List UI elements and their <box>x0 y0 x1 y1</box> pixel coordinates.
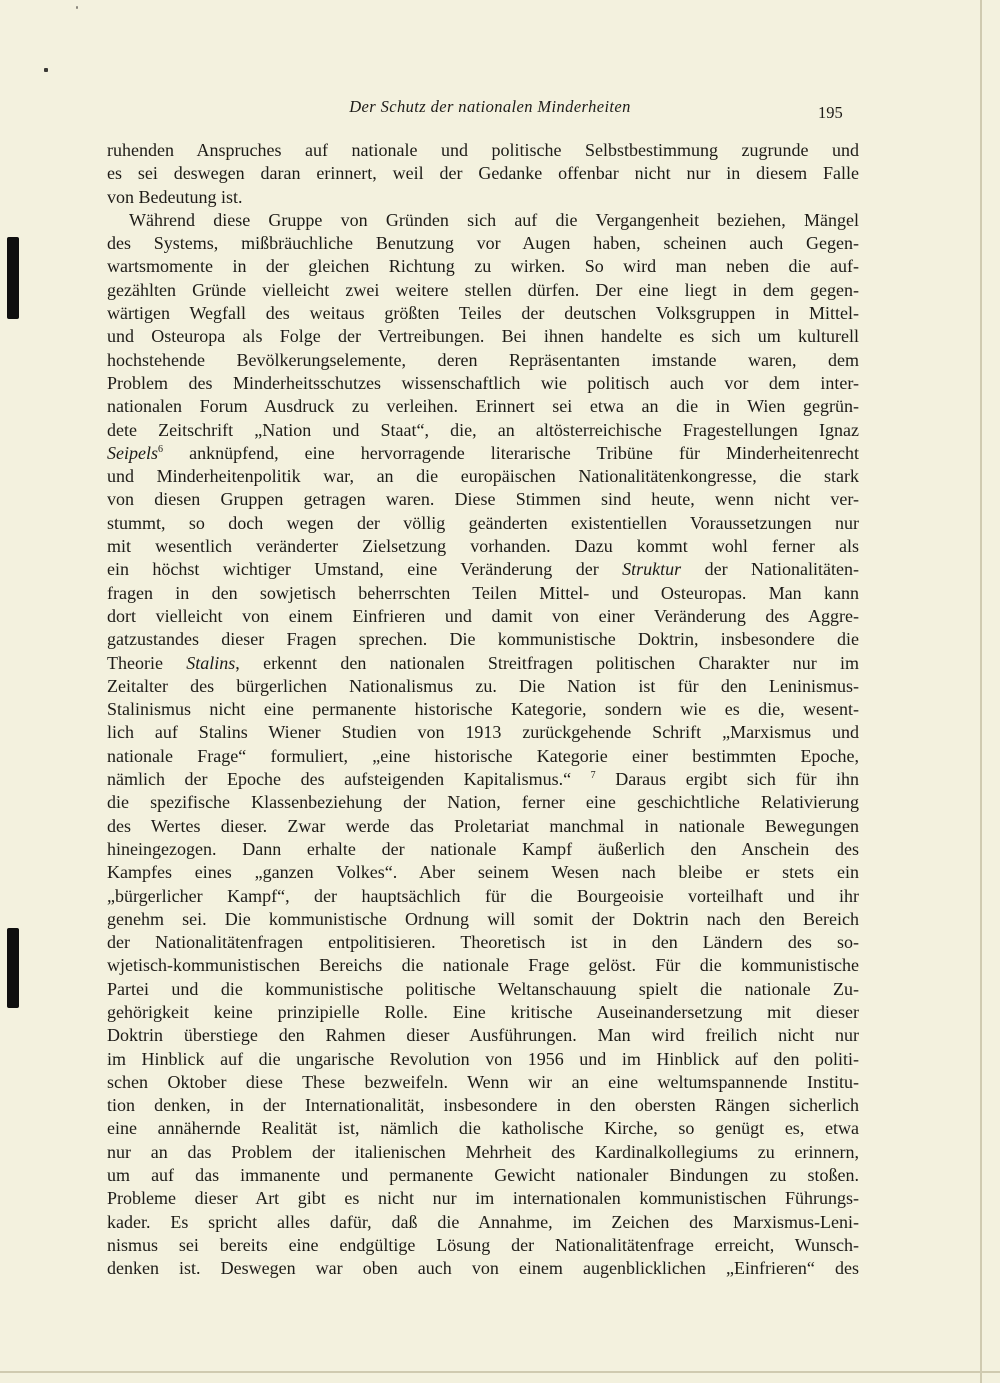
text-line: hineingezogen. Dann erhalte der nationale Kampf äußerlich den Anschein des <box>107 838 859 859</box>
text-line: lich auf Stalins Wiener Studien von 1913 zurückgehende Schrift „Marxismus und <box>107 722 859 743</box>
text-line: des Systems, mißbräuchliche Benutzung vor Augen haben, scheinen auch Gegen- <box>107 233 859 254</box>
text-line: von Bedeutung ist. <box>107 186 243 207</box>
text-line: die spezifische Klassenbeziehung der Nation, ferner eine geschichtliche Relativierung <box>107 792 859 813</box>
text-line: Doktrin überstiege den Rahmen dieser Ausführungen. Man wird freilich nicht nur <box>107 1025 859 1046</box>
text-line: schen Oktober diese These bezweifeln. Wenn wir an eine weltumspannende Institu- <box>107 1071 859 1092</box>
text-line: gatzustandes dieser Fragen sprechen. Die kommunistische Doktrin, insbesondere die <box>107 629 859 650</box>
text-line: dort vielleicht von einem Einfrieren und damit von einer Veränderung des Aggre- <box>107 605 859 626</box>
text-line: genehm sei. Die kommunistische Ordnung will somit der Doktrin nach den Bereich <box>107 908 859 929</box>
text-line: und Osteuropa als Folge der Vertreibungen. Bei ihnen handelte es sich um kulturell <box>107 326 859 347</box>
margin-mark <box>7 928 19 1008</box>
scan-speck <box>76 6 78 9</box>
text-line: des Wertes dieser. Zwar werde das Proletariat manchmal in nationale Bewegungen <box>107 815 859 836</box>
text-line: fragen in den sowjetisch beherrschten Teilen Mittel- und Osteuropas. Man kann <box>107 582 859 603</box>
text-line: von diesen Gruppen getragen waren. Diese Stimmen sind heute, wenn nicht ver- <box>107 489 859 510</box>
text-line: gehörigkeit keine prinzipielle Rolle. Eine kritische Auseinandersetzung mit dieser <box>107 1001 859 1022</box>
text-line: Während diese Gruppe von Gründen sich auf die Vergangenheit beziehen, Mängel <box>129 209 859 230</box>
page-edge-right <box>980 0 982 1383</box>
running-head: Der Schutz der nationalen Minderheiten <box>349 97 631 116</box>
page-number: 195 <box>818 103 843 122</box>
text-line: es sei deswegen daran erinnert, weil der Gedanke offenbar nicht nur in diesem Falle <box>107 163 859 184</box>
text-line: um auf das immanente und permanente Gewicht nationaler Bindungen zu stoßen. <box>107 1165 859 1186</box>
footnote-ref: 7 <box>590 770 596 782</box>
text-line: Kampfes eines „ganzen Volkes“. Aber seinem Wesen nach bleibe er stets ein <box>107 862 859 883</box>
page-edge-bottom <box>0 1371 1000 1373</box>
scan-speck <box>44 68 48 72</box>
footnote-ref: 6 <box>158 443 163 455</box>
text-line: ruhenden Anspruches auf nationale und politische Selbstbestimmung zugrunde und <box>107 140 859 160</box>
text-line: nämlich der Epoche des aufsteigenden Kapitalismus.“ $^7$ Daraus ergibt sich für ihn <box>107 769 860 790</box>
text-line: denken ist. Deswegen war oben auch von einem augenblicklichen „Einfrieren“ des <box>107 1258 859 1279</box>
text-line: stummt, so doch wegen der völlig geänderten existentiellen Voraussetzungen nur <box>107 512 859 533</box>
text-line: mit wesentlich veränderter Zielsetzung vorhanden. Dazu kommt wohl ferner als <box>107 536 859 557</box>
text-line: kader. Es spricht alles dafür, daß die Annahme, im Zeichen des Marxismus-Leni- <box>107 1211 859 1232</box>
text-line: wärtigen Wegfall des weitaus größten Teiles der deutschen Volksgruppen in Mittel- <box>107 303 859 324</box>
text-line: Zeitalter des bürgerlichen Nationalismus zu. Die Nation ist für den Leninismus- <box>107 675 859 696</box>
margin-mark <box>7 237 19 319</box>
text-line: Theorie Stalins, erkennt den nationalen Streitfragen politischen Charakter nur im <box>107 652 859 673</box>
italic-term: Struktur <box>622 559 682 580</box>
text-line: der Nationalitätenfragen entpolitisieren. Theoretisch ist in den Ländern des so- <box>107 932 859 953</box>
text-line: Stalinismus nicht eine permanente historische Kategorie, sondern wie es die, wesent- <box>107 699 859 720</box>
text-line: Probleme dieser Art gibt es nicht nur im internationalen kommunistischen Führungs- <box>107 1188 859 1209</box>
text-line: gezählten Gründe vielleicht zwei weitere stellen dürfen. Der eine liegt in dem gegen- <box>107 279 859 300</box>
text-line: dete Zeitschrift „Nation und Staat“, die, an altösterreichische Fragestellungen Ignaz <box>107 419 859 440</box>
text-line: nationalen Forum Ausdruck zu verleihen. Erinnert sei etwa an die in Wien gegrün- <box>107 396 859 417</box>
text-line: eine annähernde Realität ist, nämlich die katholische Kirche, so genügt es, etwa <box>107 1118 859 1139</box>
italic-name: Seipels <box>107 442 158 463</box>
text-line: und Minderheitenpolitik war, an die europäischen Nationalitätenkongresse, die stark <box>107 466 859 487</box>
text-line: „bürgerlicher Kampf“, der hauptsächlich für die Bourgeoisie vorteilhaft und ihr <box>107 885 859 906</box>
text-line: Partei und die kommunistische politische Weltanschauung spielt die nationale Zu- <box>107 978 859 999</box>
text-line: ein höchst wichtiger Umstand, eine Veränderung der Struktur der Nationalitäten- <box>107 559 859 580</box>
text-line: nur an das Problem der italienischen Mehrheit des Kardinalkollegiums zu erinnern, <box>107 1141 859 1162</box>
body-text <box>107 139 859 1281</box>
text-line: Seipels$^6$ anknüpfend, eine hervorragende literarische Tribüne für Minderheitenrecht <box>107 442 859 463</box>
italic-name: Stalins <box>186 652 236 673</box>
text-line: nismus sei bereits eine endgültige Lösung der Nationalitätenfrage erreicht, Wunsch- <box>107 1234 859 1255</box>
text-line: wjetisch-kommunistischen Bereichs die nationale Frage gelöst. Für die kommunistische <box>107 955 859 976</box>
text-line: im Hinblick auf die ungarische Revolution von 1956 und im Hinblick auf den politi- <box>107 1048 859 1069</box>
text-line: tion denken, in der Internationalität, insbesondere in den obersten Rängen sicherlich <box>107 1095 859 1116</box>
text-line: Problem des Minderheitsschutzes wissenschaftlich wie politisch auch vor dem inter- <box>107 372 859 393</box>
text-line: nationale Frage“ formuliert, „eine historische Kategorie einer bestimmten Epoche, <box>107 745 859 766</box>
text-line: hochstehende Bevölkerungselemente, deren Repräsentanten imstande waren, dem <box>107 349 859 370</box>
text-line: wartsmomente in der gleichen Richtung zu wirken. So wird man neben die auf- <box>107 256 859 277</box>
